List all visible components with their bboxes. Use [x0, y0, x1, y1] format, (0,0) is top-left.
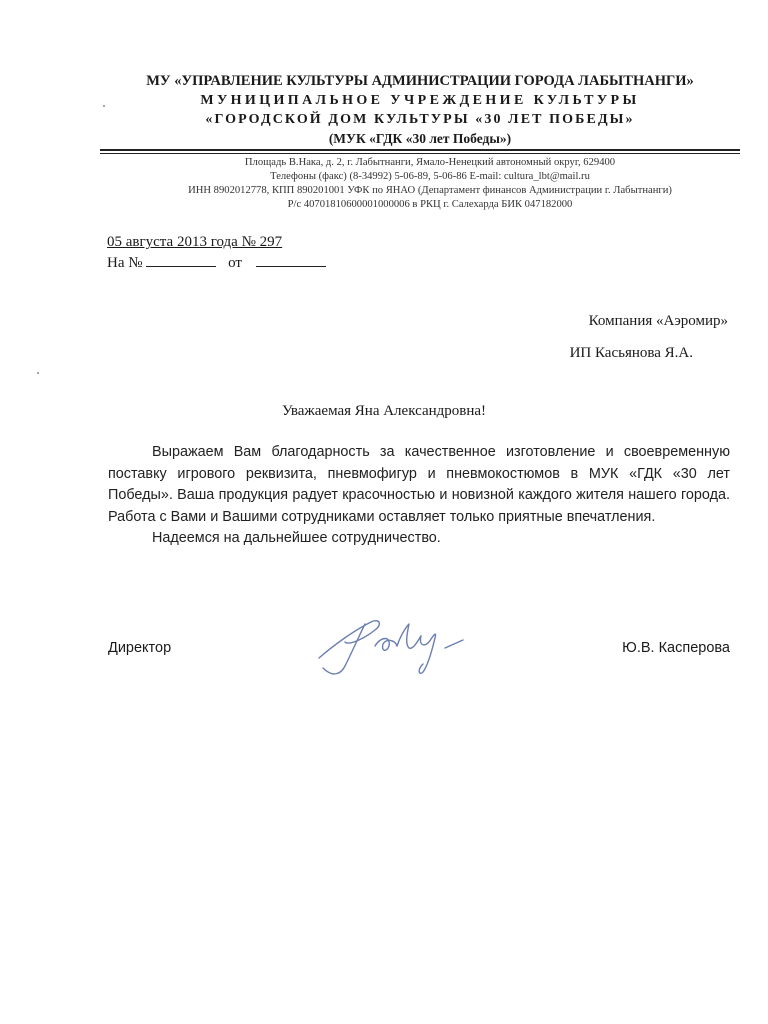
letter-date-number: 05 августа 2013 года № 297	[107, 234, 283, 250]
incoming-date-label: от	[228, 255, 242, 271]
incoming-number-blank	[146, 252, 216, 267]
letter-body	[108, 442, 730, 550]
letterhead-divider	[100, 149, 740, 154]
scan-speck	[37, 372, 39, 374]
body-paragraph-1: Выражаем Вам благодарность за качественное изготовление и своевременную поставку игрового реквизита, пневмофигур и пневмокостюмов в МУК «ГДК «30 лет Победы». Ваша продукция радует красочностью и новизной каждого жителя нашего города. Работа с Вами и Вашими сотрудниками оставляет только приятные впечатления.	[108, 444, 730, 525]
incoming-reference	[107, 252, 326, 273]
requisites-phones: Телефоны (факс) (8-34992) 5-06-89, 5-06-86 E-mail: cultura_lbt@mail.ru	[270, 171, 590, 182]
requisites-account: Р/с 40701810600001000006 в РКЦ г. Салехарда БИК 047182000	[287, 199, 573, 210]
signer-name: Ю.В. Касперова	[622, 640, 730, 656]
incoming-date-blank	[256, 252, 326, 267]
body-paragraph-2: Надеемся на дальнейшее сотрудничество.	[152, 530, 441, 546]
addressee-person: ИП Касьянова Я.А.	[569, 345, 693, 361]
requisites	[150, 156, 710, 212]
letterhead-line-2: МУНИЦИПАЛЬНОЕ УЧРЕЖДЕНИЕ КУЛЬТУРЫ	[200, 93, 640, 108]
salutation: Уважаемая Яна Александровна!	[281, 403, 487, 419]
addressee-company: Компания «Аэромир»	[588, 313, 728, 329]
signer-role: Директор	[108, 640, 172, 656]
letterhead-line-4: (МУК «ГДК «30 лет Победы»)	[328, 131, 512, 146]
letterhead-line-3: «ГОРОДСКОЙ ДОМ КУЛЬТУРЫ «30 ЛЕТ ПОБЕДЫ»	[205, 112, 635, 127]
requisites-address: Площадь В.Нака, д. 2, г. Лабытнанги, Ямало-Ненецкий автономный округ, 629400	[244, 157, 616, 168]
addressee	[570, 313, 728, 362]
requisites-inn: ИНН 8902012778, КПП 890201001 УФК по ЯНАО (Департамент финансов Администрации г. Лабытнанги)	[188, 185, 672, 196]
handwritten-signature	[305, 606, 495, 686]
letterhead-line-1: МУ «УПРАВЛЕНИЕ КУЛЬТУРЫ АДМИНИСТРАЦИИ ГОРОДА ЛАБЫТНАНГИ»	[146, 73, 694, 89]
incoming-number-label: На №	[107, 255, 143, 271]
scan-speck	[103, 105, 105, 107]
letterhead	[100, 72, 740, 148]
outgoing-reference	[107, 232, 326, 273]
